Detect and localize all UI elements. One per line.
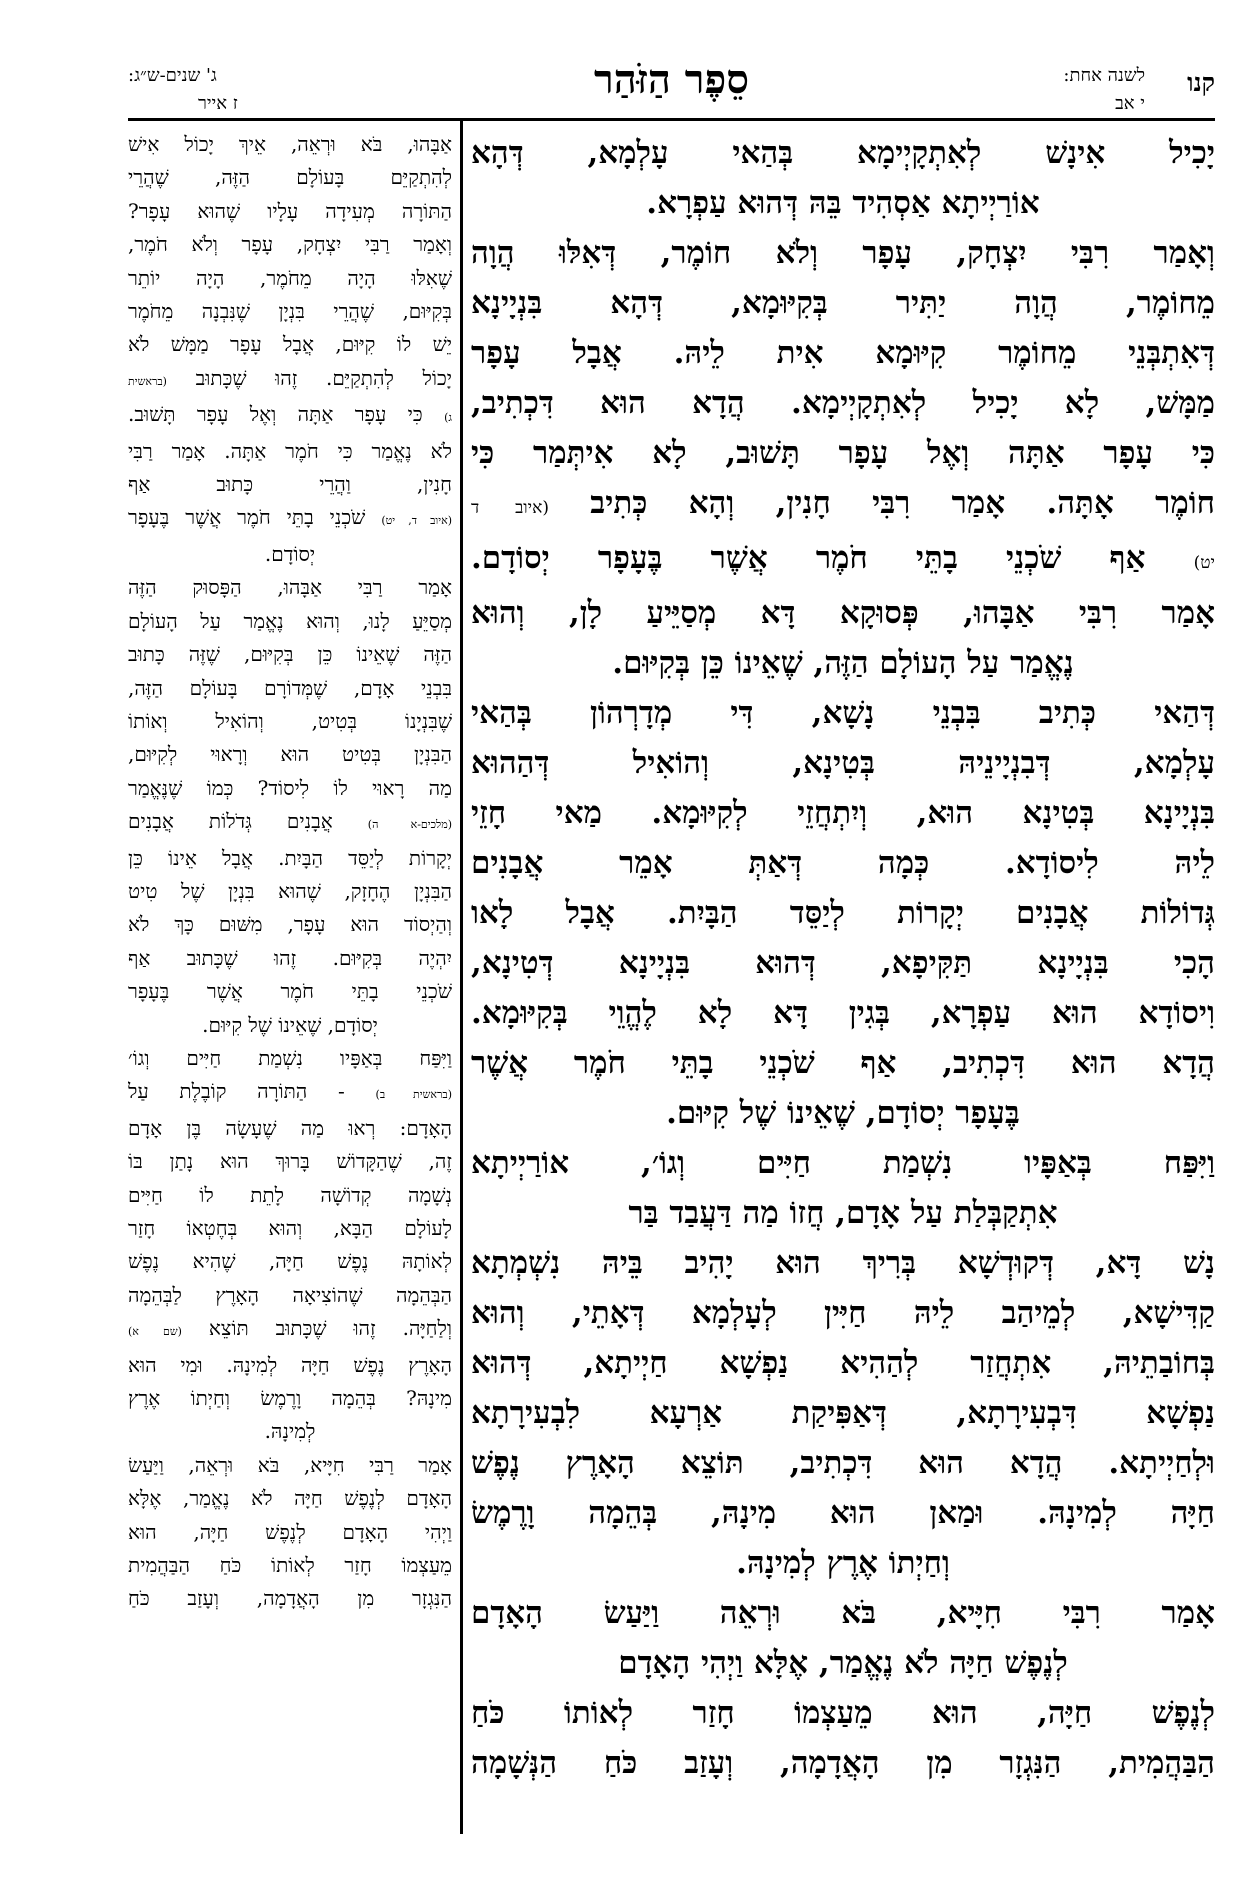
side-line: הָאָרֶץ נֶפֶשׁ חַיָּה לְמִינָהּ. וּמִי הוּא	[128, 1352, 452, 1377]
hebrew-translation-column	[128, 128, 452, 1828]
side-line: יְקָרוֹת לְיַסֵּד הַבָּיִת. אֲבָל אֵינוֹ כֵּן	[128, 845, 452, 870]
verse-ref: ג)	[444, 411, 452, 425]
side-text: יָכוֹל לְהִתְקַיֵּם. זֶהוּ שֶׁכָּתוּב	[195, 365, 452, 390]
verse-ref: (מלכים-א ה)	[367, 818, 452, 832]
verse-ref: (איוב ד	[471, 498, 549, 518]
side-line: שֶׁאִלּוּ הָיָה מֵחֹמֶר, הָיָה יוֹתֵר	[128, 265, 452, 290]
main-line: חַיָּה לְמִינָהּ. וּמַאן הוּא מִינָהּ, בְּהֵמָה וָרֶמֶשׂ	[471, 1495, 1215, 1531]
side-line-with-ref	[128, 362, 452, 398]
book-title: סֵפֶר הַזֹּהַר	[594, 56, 749, 103]
side-line: אָמַר רַבִּי חִיָּיא, בֹּא וּרְאֵה, וַיַּעַשׂ	[128, 1452, 452, 1477]
main-line: מַמָּשׁ, לָא יָכִיל לְאִתְקָיְימָא. הֲדָא הוּא דִּכְתִיב,	[471, 385, 1215, 421]
side-line: הַבְּהֵמָה שֶׁהוֹצִיאָה הָאָרֶץ לַבְּהֵמָה	[128, 1282, 452, 1307]
main-line: הָכִי בִּנְיָינָא תַּקִּיפָא, דְּהוּא בִּנְיָינָא דְּטִינָא,	[471, 945, 1215, 981]
side-text: שֹׁכְנֵי בָתֵּי חֹמֶר אֲשֶׁר בֶּעָפָר	[128, 505, 366, 530]
side-text: וְלַחַיָּה. זֶהוּ שֶׁכָּתוּב תּוֹצֵא	[208, 1316, 452, 1341]
side-line-with-ref	[128, 1312, 452, 1348]
main-line: וִיסוֹדָא הוּא עַפְרָא, בְּגִין דָּא לָא לֶהֱוֵי בְּקִיּוּמָא.	[471, 995, 1215, 1031]
side-line: הַתּוֹרָה מְעִידָה עָלָיו שֶׁהוּא עָפָר?	[128, 198, 452, 223]
main-line: יָכִיל אִינָשׁ לְאִתְקָיְימָא בְּהַאי עָלְמָא, דְּהָא	[471, 135, 1215, 171]
side-line: זֶה, שֶׁהַקָּדוֹשׁ בָּרוּךְ הוּא נָתַן בּוֹ	[128, 1149, 452, 1174]
main-line: כִּי עָפָר אַתָּה וְאֶל עָפָר תָּשׁוּב, לָא אִיתְּמַר כִּי	[471, 435, 1215, 471]
main-text: אַף שֹׁכְנֵי בָתֵּי חֹמֶר אֲשֶׁר בֶּעָפָר יְסוֹדָם.	[471, 540, 1146, 576]
main-line: אָמַר רִבִּי חִיָּיא, בֹּא וּרְאֵה וַיַּעַשׂ הָאָדָם	[471, 1595, 1215, 1631]
header-right-line1: לשנה אחת:	[1063, 65, 1145, 86]
main-line: בֶּעָפָר יְסוֹדָם, שֶׁאֵינוֹ שֶׁל קִיּוּם.	[666, 1095, 1020, 1131]
main-line: וַיִּפַּח בְּאַפָּיו נִשְׁמַת חַיִּים וְגוֹ׳, אוֹרַיְיתָא	[471, 1145, 1215, 1181]
verse-ref: (בראשית ב)	[375, 1088, 452, 1102]
aramaic-column	[471, 128, 1215, 1828]
main-line-with-ref	[471, 533, 1215, 588]
main-line-with-ref	[471, 838, 1215, 888]
main-line: נֶאֱמַר עַל הָעוֹלָם הַזֶּה, שֶׁאֵינוֹ כֵּן בְּקִיּוּם.	[612, 645, 1074, 681]
side-line-with-ref	[128, 805, 452, 841]
main-line: לְנֶפֶשׁ חַיָּה, הוּא מֵעַצְמוֹ חָזַר לְאוֹתוֹ כֹּחַ	[471, 1695, 1215, 1731]
main-line: אָמַר רִבִּי אַבָּהוּ, פְּסוּקָא דָּא מְסַיֵּיעַ לָן, וְהוּא	[471, 595, 1215, 631]
main-line: נָשׁ דָּא, דְּקוּדְשָׁא בְּרִיךְ הוּא יָהִיב בֵּיהּ נִשְׁמְתָא	[471, 1245, 1215, 1281]
main-line-with-ref	[471, 478, 1215, 533]
side-line: הַבִּנְיָן הֶחָזָק, שֶׁהוּא בִּנְיָן שֶׁל טִיט	[128, 878, 452, 903]
side-line: מְסַיֵּעַ לָנוּ, וְהוּא נֶאֱמַר עַל הָעוֹלָם	[128, 608, 452, 633]
side-line: לְהִתְקַיֵּם בָּעוֹלָם הַזֶּה, שֶׁהֲרֵי	[128, 165, 452, 190]
main-line: נַפְשָׁא דִּבְעִירָתָא, דְּאַפִּיקַת אַרְעָא לִבְעִירָתָא	[471, 1395, 1215, 1431]
side-line: וְהַיְסוֹד הוּא עָפָר, מִשּׁוּם כָּךְ לֹא	[128, 912, 452, 937]
header-right-line2: י אב	[1115, 93, 1145, 114]
side-line: בִּבְנֵי אָדָם, שֶׁמְּדוֹרָם בָּעוֹלָם הַזֶּה,	[128, 675, 452, 700]
side-line: הָאָדָם: רְאוּ מַה שֶׁעָשָׂה בֶּן אָדָם	[128, 1115, 452, 1140]
main-line: וְאָמַר רִבִּי יִצְחָק, עָפָר וְלֹא חוֹמֶר, דְּאִלּוּ הֲוָה	[471, 235, 1215, 271]
main-text: חוֹמֶר אָתָּה. אָמַר רִבִּי חָנִין, וְהָא כְּתִיב	[590, 485, 1215, 521]
side-line: נְשָׁמָה קְדוֹשָׁה לָתֵת לוֹ חַיִּים	[128, 1182, 452, 1207]
main-line: וְחַיְתוֹ אֶרֶץ לְמִינָהּ.	[736, 1545, 950, 1581]
main-line: הֲדָא הוּא דִּכְתִיב, אַף שֹׁכְנֵי בָתֵּי חֹמֶר אֲשֶׁר	[471, 1045, 1215, 1081]
side-line-with-ref	[128, 501, 452, 537]
side-line: לָעוֹלָם הַבָּא, וְהוּא בְּחֶטְאוֹ חָזַר	[128, 1216, 452, 1240]
side-text: אֲבָנִים גְּדֹלוֹת אֲבָנִים	[128, 809, 333, 834]
side-line: וַיִּפַּח בְּאַפָּיו נִשְׁמַת חַיִּים וְגוֹ׳	[128, 1045, 452, 1070]
side-line: יֵשׁ לוֹ קִיּוּם, אֲבָל עָפָר מַמָּשׁ לֹא	[128, 332, 452, 357]
side-text: חָנִין, וַהֲרֵי כָּתוּב אַף	[128, 472, 452, 497]
side-line: יִהְיֶה בְּקִיּוּם. זֶהוּ שֶׁכָּתוּב אַף	[128, 945, 452, 970]
main-line: דְּאִתְבְּנֵי מֵחוֹמֶר קִיּוּמָא אִית לֵיהּ. אֲבָל עָפָר	[471, 335, 1215, 371]
main-line: מֵחוֹמֶר, הֲוָה יַתִּיר בְּקִיּוּמָא, דְּהָא בִּנְיָינָא	[471, 285, 1215, 321]
main-line: בְּחוֹבַתֵיהּ, אִתְחֲזַר לְהַהִיא נַפְשָׁא חַיְיתָא, דְּהוּא	[471, 1345, 1215, 1381]
main-line: אִתְקַבְּלַת עַל אָדָם, חֲזוֹ מַה דַּעֲבַד בַּר	[628, 1195, 1058, 1231]
main-line: קַדִּישָׁא, לְמֵיהַב לֵיהּ חַיִּין לְעָלְמָא דְּאָתֵי, וְהוּא	[471, 1295, 1215, 1331]
side-line: אָמַר רַבִּי אַבָּהוּ, הַפָּסוּק הַזֶּה	[128, 575, 452, 600]
main-line: דְּהַאי כְּתִיב בִּבְנֵי נָשָׁא, דִּי מְדָרְהוֹן בְּהַאי	[471, 695, 1215, 731]
main-line: אוֹרַיְיתָא אַסְהִיד בֵּהּ דְּהוּא עַפְרָא.	[646, 185, 1040, 221]
header-schedule-three-years	[128, 62, 238, 118]
side-line: הַבִּנְיָן בְּטִיט הוּא וְרָאוּי לְקִיּוּם,	[128, 742, 452, 767]
header-left-line1: ג' שנים-ש״ג:	[128, 65, 217, 86]
side-line: הָאָדָם לְנֶפֶשׁ חַיָּה לֹא נֶאֱמַר, אֶלָּא	[128, 1486, 452, 1511]
side-line-with-ref	[128, 398, 452, 434]
side-line: הַזֶּה שֶׁאֵינוֹ כֵּן בְּקִיּוּם, שֶׁזֶּה כָּתוּב	[128, 642, 452, 667]
verse-ref: (בראשית	[128, 374, 167, 388]
main-line: וּלְחַיְיתָא. הֲדָא הוּא דִּכְתִיב, תּוֹצֵא הָאָרֶץ נֶפֶשׁ	[471, 1445, 1215, 1481]
side-line: יְסוֹדָם, שֶׁאֵינוֹ שֶׁל קִיּוּם.	[202, 1012, 378, 1037]
side-line: יְסוֹדָם.	[264, 541, 316, 566]
side-line: שֶׁבִּנְיָנוֹ בְּטִיט, וְהוֹאִיל וְאוֹתוֹ	[128, 708, 452, 733]
main-line: לְנֶפֶשׁ חַיָּה לֹא נֶאֱמַר, אֶלָּא וַיְהִי הָאָדָם	[618, 1645, 1068, 1681]
side-line: לְמִינָהּ.	[264, 1419, 316, 1444]
side-line: לְאוֹתָהּ נֶפֶשׁ חַיָּה, שֶׁהִיא נֶפֶשׁ	[128, 1249, 452, 1274]
side-line: מַה רָאוּי לוֹ לִיסוֹד? כְּמוֹ שֶׁנֶּאֱמַר	[128, 775, 452, 800]
page-number: קנו	[1187, 68, 1215, 97]
main-line: גְּדוֹלוֹת אֲבָנִים יְקָרוֹת לְיַסֵּד הַבָּיִת. אֲבָל לָאו	[471, 895, 1215, 931]
header-left-line2: ז אייר	[198, 93, 238, 114]
side-line: הַנִּגְזָר מִן הָאֲדָמָה, וְעָזַב כֹּחַ	[128, 1586, 452, 1611]
side-line: בְּקִיּוּם, שֶׁהֲרֵי בִּנְיָן שֶׁנִּבְנָה מֵחֹמֶר	[128, 299, 452, 324]
column-divider	[460, 118, 463, 1834]
side-line: אַבָּהוּ, בֹּא וּרְאֵה, אֵיךְ יָכוֹל אִישׁ	[128, 132, 452, 156]
side-line: שֹׁכְנֵי בָתֵּי חֹמֶר אֲשֶׁר בֶּעָפָר	[128, 979, 452, 1004]
side-line: מֵעַצְמוֹ חָזַר לְאוֹתוֹ כֹּחַ הַבַּהֲמִית	[128, 1553, 452, 1578]
verse-ref: (איוב ד, יט)	[381, 514, 452, 528]
side-line: מִינָהּ? בְּהֵמָה וָרֶמֶשׂ וְחַיְתוֹ אֶרֶץ	[128, 1386, 452, 1411]
side-line-with-ref	[128, 1075, 452, 1111]
side-text: כִּי עָפָר אַתָּה וְאֶל עָפָר תָּשׁוּב.	[128, 402, 423, 427]
side-text: - הַתּוֹרָה קוֹבֶלֶת עַל	[128, 1079, 345, 1104]
main-line: עָלְמָא, דְּבִנְיָינֵיהּ בְּטִינָא, וְהוֹאִיל דְּהַהוּא	[471, 745, 1215, 781]
header-rule	[128, 118, 1215, 121]
verse-ref: (שם א)	[128, 1325, 182, 1339]
main-text: לֵיהּ לִיסוֹדָא. כְּמָה דְּאַתְּ אָמֵר אֲבָנִים	[471, 845, 1215, 881]
verse-ref: יט)	[1193, 553, 1215, 573]
side-line-with-ref	[128, 468, 452, 501]
side-line: וַיְהִי הָאָדָם לְנֶפֶשׁ חַיָּה, הוּא	[128, 1519, 452, 1544]
side-line: לֹא נֶאֱמַר כִּי חֹמֶר אַתָּה. אָמַר רַבִּי	[128, 438, 452, 463]
side-line: וְאָמַר רַבִּי יִצְחָק, עָפָר וְלֹא חֹמֶר,	[128, 232, 452, 257]
main-line: בִּנְיָינָא בְּטִינָא הוּא, וְיִתְחֲזֵי לְקִיּוּמָא. מַאי חָזֵי	[471, 795, 1215, 831]
main-line: הַבַּהֲמִית, הַנִּגְזָר מִן הָאֲדָמָה, וְעָזַב כֹּחַ הַנְּשָׁמָה	[471, 1745, 1215, 1781]
page-header	[128, 52, 1215, 124]
